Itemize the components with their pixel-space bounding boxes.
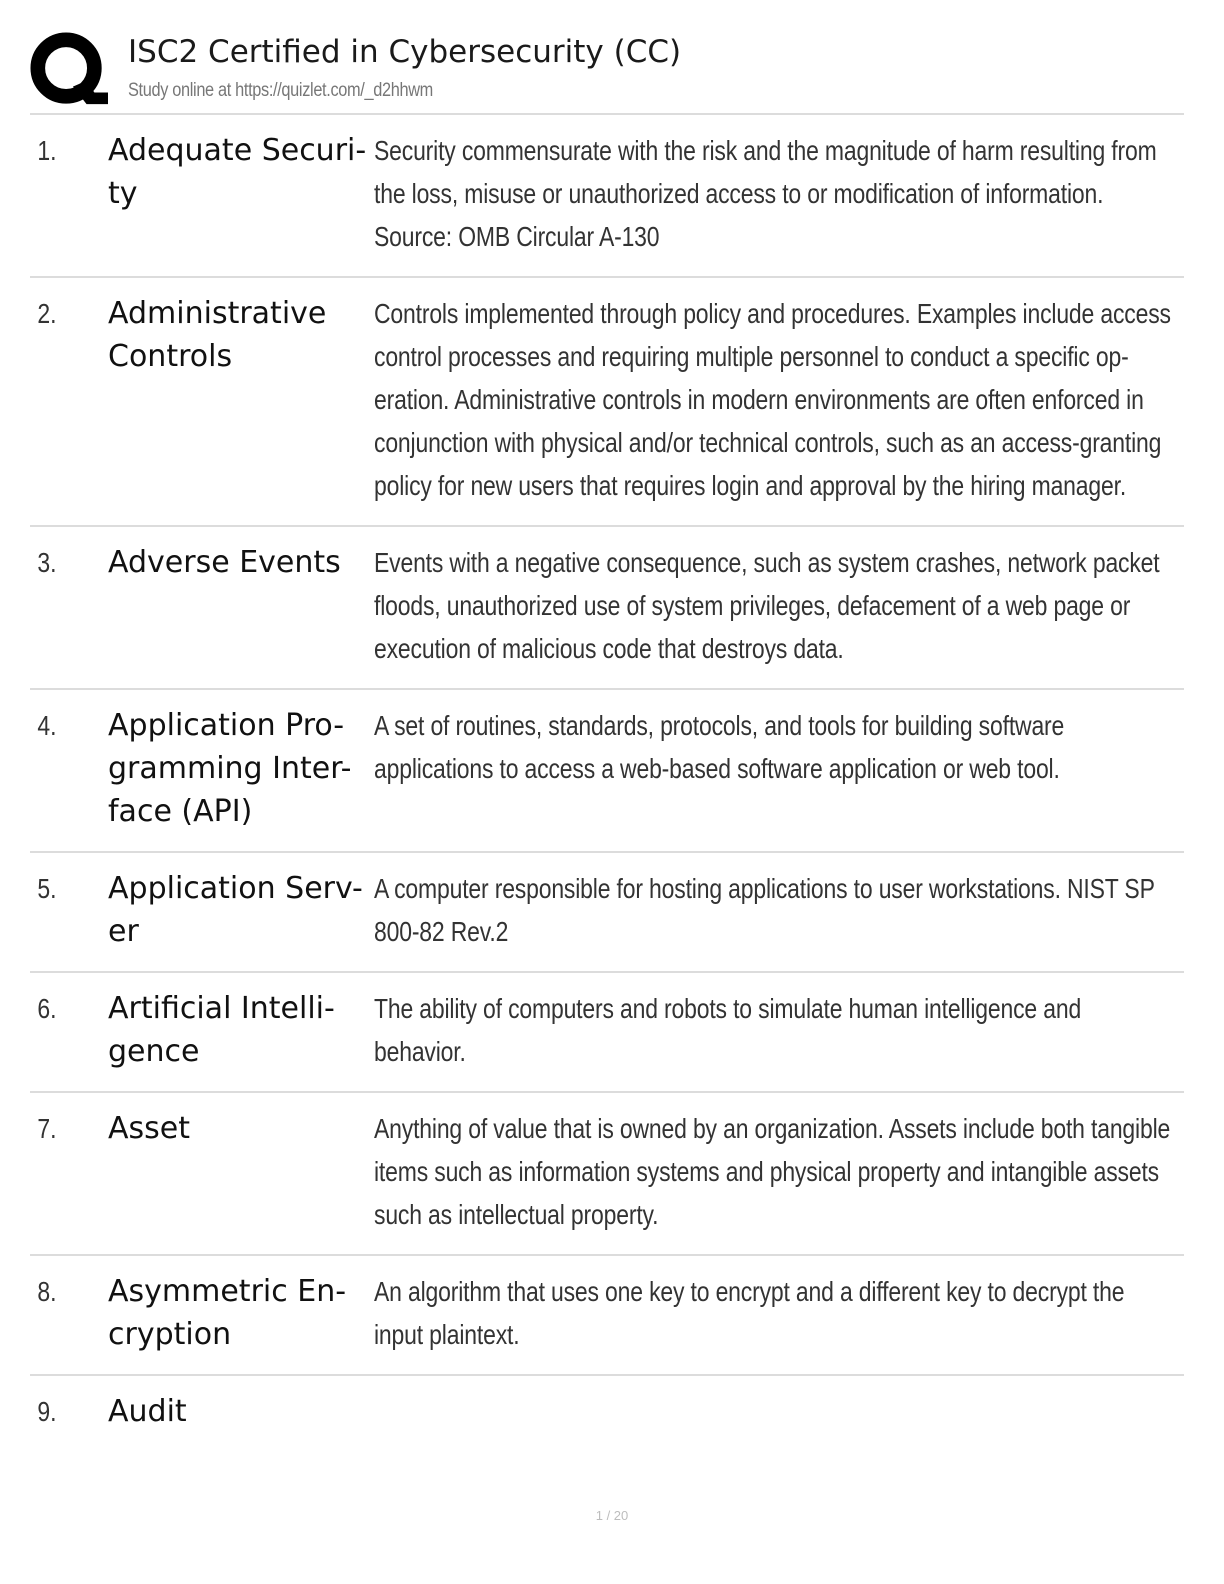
term-name: Application Serv-er [108, 871, 363, 949]
term-definition [374, 292, 1174, 507]
term-row [30, 1093, 1184, 1256]
term-definition-text: An algorithm that uses one key to encrypt and a different key to decrypt the input plaintext. [374, 1276, 1125, 1350]
term-definition [374, 1107, 1174, 1236]
term-definition [374, 1390, 1174, 1433]
term-definition-text: Anything of value that is owned by an organization. Assets include both tangible items such as information systems and physical property and intangible assets such as intellectual property. [374, 1113, 1171, 1230]
term-definition [374, 541, 1174, 670]
term-number: 5. [37, 873, 57, 904]
term-definition-text: A set of routines, standards, protocols, and tools for building software applications to access a web-based software application or web tool. [374, 710, 1065, 784]
term-name: Asset [108, 1111, 191, 1146]
term-number: 4. [37, 710, 57, 741]
term-number: 7. [37, 1113, 57, 1144]
term-name: Asymmetric En-cryption [108, 1274, 347, 1352]
term-number: 3. [37, 547, 57, 578]
term-name: Artificial Intelli-gence [108, 991, 335, 1069]
term-definition-text: A computer responsible for hosting applications to user workstations. NIST SP 800-82 Rev.2 [374, 873, 1155, 947]
term-definition-text: Security commensurate with the risk and the magnitude of harm resulting from the loss, misuse or unauthorized access to or modification of information. Source: OMB Circular A-130 [374, 135, 1157, 252]
term-name: Adequate Securi-ty [108, 133, 367, 211]
term-row [30, 527, 1184, 690]
quizlet-logo-icon [30, 32, 108, 110]
term-definition-text: Events with a negative consequence, such as system crashes, network packet floods, unauthorized use of system privileges, defacement of a web page or execution of malicious code that destroys data. [374, 547, 1160, 664]
study-link[interactable]: Study online at https://quizlet.com/_d2hhwm [128, 80, 433, 101]
term-row [30, 278, 1184, 527]
term-number: 8. [37, 1276, 57, 1307]
header [30, 30, 1184, 114]
term-number: 6. [37, 993, 57, 1024]
page-title: ISC2 Certified in Cybersecurity (CC) [128, 34, 682, 70]
page-number: 1 / 20 [595, 1508, 629, 1523]
term-row [30, 973, 1184, 1093]
term-list [30, 115, 1184, 1451]
term-definition-text: The ability of computers and robots to simulate human intelligence and behavior. [374, 993, 1082, 1067]
term-row [30, 1376, 1184, 1451]
term-row [30, 115, 1184, 278]
term-number: 1. [37, 135, 57, 166]
term-name: Audit [108, 1394, 187, 1429]
term-name: Application Pro-gramming Inter-face (API) [108, 708, 352, 829]
term-row [30, 853, 1184, 973]
term-row [30, 690, 1184, 853]
term-row [30, 1256, 1184, 1376]
term-definition [374, 867, 1174, 953]
term-definition [374, 987, 1174, 1073]
term-name: Administrative Controls [108, 296, 327, 374]
term-definition [374, 129, 1174, 258]
term-definition [374, 1270, 1174, 1356]
term-definition [374, 704, 1174, 833]
term-name: Adverse Events [108, 545, 341, 580]
term-number: 2. [37, 298, 57, 329]
term-number: 9. [37, 1396, 57, 1427]
term-definition-text: Controls implemented through policy and procedures. Examples include access control processes and requiring multiple personnel to conduct a specific op-eration. Administrative controls in modern environments are often enforced in conjunction with physical and/or technical controls, such as an access-granting policy for new users that requires login and approval by the hiring manager. [374, 298, 1171, 501]
